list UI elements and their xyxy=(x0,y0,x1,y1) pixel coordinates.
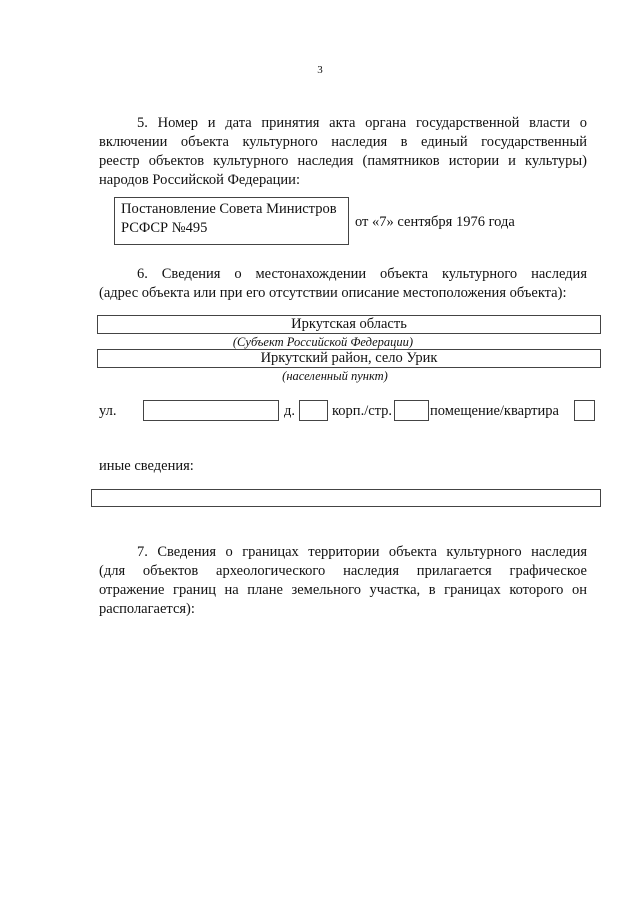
building-field[interactable] xyxy=(394,400,429,421)
section-7-line: 7. Сведения о границах территории объекта культурного наследия xyxy=(137,544,587,560)
section-6-line: (адрес объекта или при его отсутствии описание местоположения объекта): xyxy=(99,285,567,301)
apartment-field[interactable] xyxy=(574,400,595,421)
section-5-line: 5. Номер и дата принятия акта органа государственной власти о xyxy=(137,115,587,131)
page-number: 3 xyxy=(317,64,323,76)
section-6-line: 6. Сведения о местонахождении объекта культурного наследия xyxy=(137,266,587,282)
act-name-line: РСФСР №495 xyxy=(121,220,208,236)
locality-caption: (населенный пункт) xyxy=(282,369,388,383)
section-5-line: реестр объектов культурного наследия (памятников истории и культуры) xyxy=(99,153,587,169)
section-7-text xyxy=(99,543,587,619)
section-7-line: отражение границ на плане земельного участка, в границах которого он xyxy=(99,582,587,598)
section-7-line: (для объектов археологического наследия прилагается графическое xyxy=(99,563,587,579)
house-label: д. xyxy=(284,403,296,419)
locality-field[interactable]: Иркутский район, село Урик xyxy=(97,349,601,368)
act-name-line: Постановление Совета Министров xyxy=(121,201,337,217)
street-label: ул. xyxy=(99,403,117,419)
other-info-label: иные сведения: xyxy=(99,458,194,474)
building-label: корп./стр. xyxy=(332,403,393,419)
house-field[interactable] xyxy=(299,400,328,421)
region-field[interactable]: Иркутская область xyxy=(97,315,601,334)
section-6-text xyxy=(99,265,587,303)
section-5-line: народов Российской Федерации: xyxy=(99,172,300,188)
region-caption: (Субъект Российской Федерации) xyxy=(218,334,428,351)
other-info-field[interactable] xyxy=(91,489,601,507)
street-field[interactable] xyxy=(143,400,279,421)
act-date: от «7» сентября 1976 года xyxy=(355,214,515,230)
act-name-field[interactable] xyxy=(114,197,349,245)
section-5-text xyxy=(99,114,587,190)
section-5-line: включении объекта культурного наследия в единый государственный xyxy=(99,134,587,150)
section-7-line: располагается): xyxy=(99,601,195,617)
apartment-label: помещение/квартира xyxy=(430,403,559,419)
